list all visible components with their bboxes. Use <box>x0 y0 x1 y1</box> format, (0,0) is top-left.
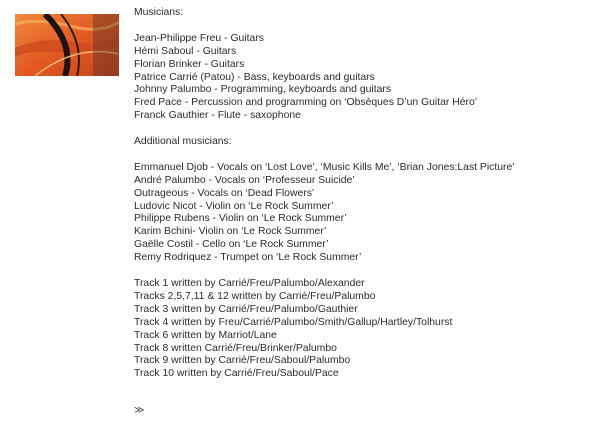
songwriting-credits-list <box>134 278 594 381</box>
credit-line: Track 8 written Carrié/Freu/Brinker/Palumbo <box>134 342 337 354</box>
additional-musician-line: Outrageous - Vocals on ‘Dead Flowers’ <box>134 187 315 199</box>
additional-musicians-heading: Additional musicians: <box>134 136 232 148</box>
musician-line: Florian Brinker - Guitars <box>134 58 245 70</box>
additional-musician-line: Emmanuel Djob - Vocals on ‘Lost Love’, ‘Music Kills Me’, ‘Brian Jones:Last Picture’ <box>134 161 515 173</box>
additional-musician-line: Gaëlle Costil - Cello on ‘Le Rock Summer’ <box>134 239 329 251</box>
credit-line: Tracks 2,5,7,11 & 12 written by Carrié/Freu/Palumbo <box>134 290 376 302</box>
musicians-heading: Musicians: <box>134 7 184 18</box>
liner-notes-text <box>134 7 594 381</box>
musician-line: Fred Pace - Percussion and programming on ‘Obsèques D’un Guitar Héro’ <box>134 97 478 109</box>
additional-musician-line: André Palumbo - Vocals on ‘Professeur Suicide’ <box>134 174 355 186</box>
musician-line: Patrice Carrié (Patou) - Bass, keyboards and guitars <box>134 71 375 83</box>
credit-line: Track 4 written by Freu/Carrié/Palumbo/Smith/Gallup/Hartley/Tolhurst <box>134 316 453 328</box>
credit-line: Track 3 written by Carrié/Freu/Palumbo/Gauthier <box>134 303 358 315</box>
credit-line: Track 9 written by Carrié/Freu/Saboul/Palumbo <box>134 355 351 367</box>
musician-line: Franck Gauthier - Flute - saxophone <box>134 110 301 122</box>
additional-musician-line: Karim Bchini- Violin on ‘Le Rock Summer’ <box>134 226 327 238</box>
credit-line: Track 10 written by Carrié/Freu/Saboul/Pace <box>134 368 339 380</box>
credit-line: Track 6 written by Marriot/Lane <box>134 329 277 341</box>
musician-line: Jean-Philippe Freu - Guitars <box>134 32 264 44</box>
credit-line: Track 1 written by Carrié/Freu/Palumbo/Alexander <box>134 277 365 289</box>
musician-line: Johnny Palumbo - Programming, keyboards and guitars <box>134 84 392 96</box>
additional-musician-line: Philippe Rubens - Violin on ‘Le Rock Summer’ <box>134 213 347 225</box>
guitar-artwork-thumbnail <box>15 14 119 76</box>
additional-musician-line: Remy Rodriquez - Trumpet on ‘Le Rock Summer’ <box>134 252 362 264</box>
musician-line: Hémi Saboul - Guitars <box>134 45 237 57</box>
continue-arrow-icon: ≫ <box>134 405 145 416</box>
additional-musicians-list <box>134 162 594 265</box>
musicians-list <box>134 33 594 123</box>
additional-musician-line: Ludovic Nicot - Violin on ‘Le Rock Summer’ <box>134 200 334 212</box>
